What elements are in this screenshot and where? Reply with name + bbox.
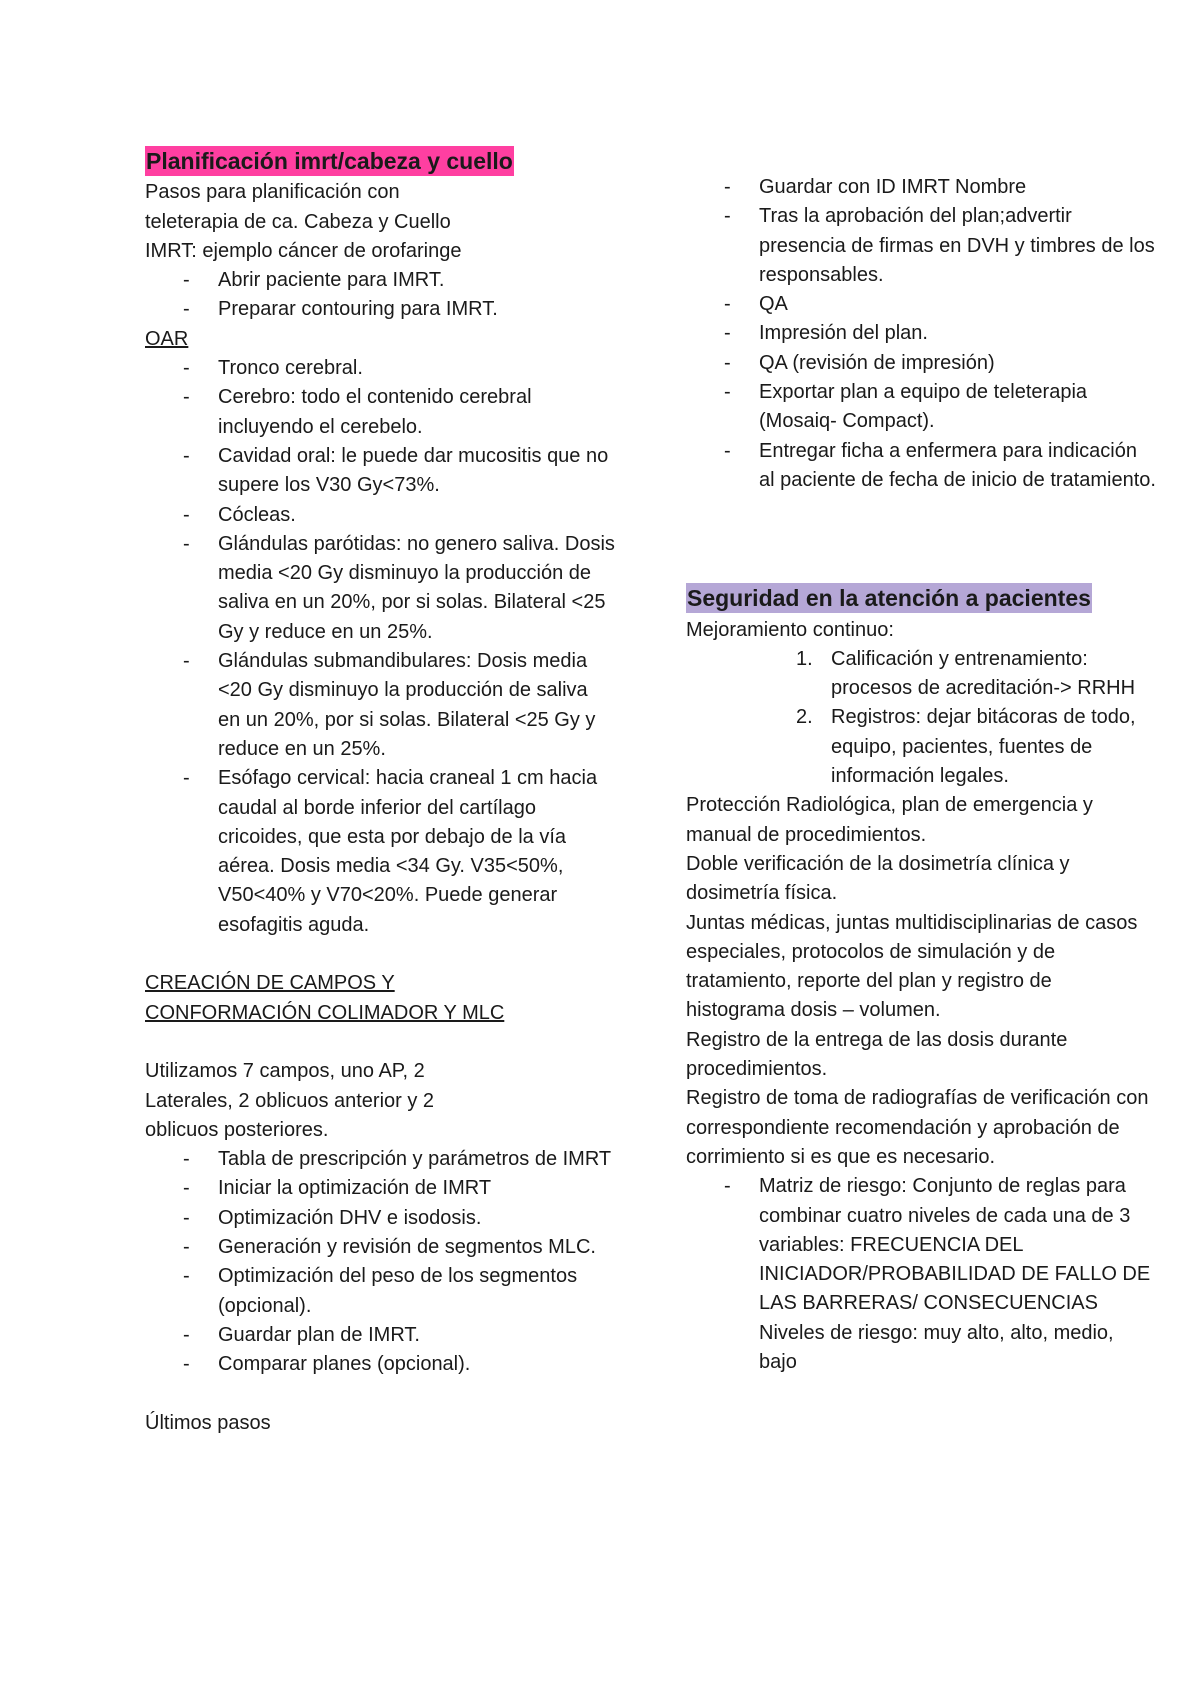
paragraph: Registro de toma de radiografías de verificación con correspondiente recomendación y aprobación de corrimiento si es que es necesario. — [686, 1087, 1149, 1168]
list-item: - Comparar planes (opcional). — [145, 1350, 615, 1379]
mejoramiento-list — [686, 645, 1156, 791]
list-item: - Esófago cervical: hacia craneal 1 cm hacia caudal al borde inferior del cartílago cricoides, que esta por debajo de la vía aérea. Dosis media <34 Gy. V35<50%, V50<40% y V70<20%. Puede generar esofagitis aguda. — [145, 764, 615, 940]
list-item: - Entregar ficha a enfermera para indicación al paciente de fecha de inicio de tratamiento. — [686, 437, 1156, 496]
list-item: - Cerebro: todo el contenido cerebral incluyendo el cerebelo. — [145, 383, 615, 442]
list-item: - Cócleas. — [145, 501, 615, 530]
list-item: - Optimización DHV e isodosis. — [145, 1204, 615, 1233]
intro-line-3: IMRT: ejemplo cáncer de orofaringe — [145, 239, 462, 262]
list-item — [686, 645, 1156, 704]
right-column — [686, 173, 1156, 1377]
campos-intro-3: oblicuos posteriores. — [145, 1118, 329, 1141]
paragraph: Protección Radiológica, plan de emergencia y manual de procedimientos. — [686, 794, 1093, 846]
list-item — [686, 703, 1156, 791]
risk-list — [686, 1172, 1156, 1318]
section-title-campos-2: CONFORMACIÓN COLIMADOR Y MLC — [145, 1001, 505, 1024]
list-item: - Glándulas submandibulares: Dosis media <20 Gy disminuyo la producción de saliva en un 20%, por si solas. Bilateral <25 Gy y reduce en un 25%. — [145, 647, 615, 764]
campos-intro-1: Utilizamos 7 campos, uno AP, 2 — [145, 1060, 425, 1083]
left-column — [145, 146, 615, 1438]
section-title-seguridad: Seguridad en la atención a pacientes — [687, 585, 1091, 612]
list-item: - Tronco cerebral. — [145, 354, 615, 383]
intro-line-2: teleterapia de ca. Cabeza y Cuello — [145, 210, 451, 233]
list-item: - QA — [686, 290, 1156, 319]
intro-list — [145, 266, 615, 325]
list-number: 1. — [796, 647, 813, 670]
list-item: - Optimización del peso de los segmentos (opcional). — [145, 1262, 615, 1321]
list-item: - Tras la aprobación del plan;advertir presencia de firmas en DVH y timbres de los responsables. — [686, 202, 1156, 290]
section-title-campos-1: CREACIÓN DE CAMPOS Y — [145, 972, 395, 995]
oar-label: OAR — [145, 327, 189, 350]
list-item: - Preparar contouring para IMRT. — [145, 295, 615, 324]
paragraph: Doble verificación de la dosimetría clínica y dosimetría física. — [686, 852, 1070, 905]
intro-line-1: Pasos para planificación con — [145, 181, 400, 204]
final-steps-list — [686, 173, 1156, 495]
campos-intro-2: Laterales, 2 oblicuos anterior y 2 — [145, 1089, 435, 1112]
list-item: - Exportar plan a equipo de teleterapia (Mosaiq- Compact). — [686, 378, 1156, 437]
list-item: - Matriz de riesgo: Conjunto de reglas para combinar cuatro niveles de cada una de 3 variables: FRECUENCIA DEL INICIADOR/PROBABILIDAD DE FALLO DE LAS BARRERAS/ CONSECUENCIAS — [686, 1172, 1156, 1318]
campos-list — [145, 1145, 615, 1379]
list-item: - Cavidad oral: le puede dar mucositis que no supere los V30 Gy<73%. — [145, 442, 615, 501]
paragraph: Registro de la entrega de las dosis durante procedimientos. — [686, 1028, 1068, 1081]
section-title-imrt: Planificación imrt/cabeza y cuello — [146, 148, 513, 174]
list-item: - Abrir paciente para IMRT. — [145, 266, 615, 295]
paragraph: Juntas médicas, juntas multidisciplinarias de casos especiales, protocolos de simulación y de tratamiento, reporte del plan y registro de histograma dosis – volumen. — [686, 911, 1138, 1022]
list-item-text: Registros: dejar bitácoras de todo, equipo, pacientes, fuentes de información legales. — [831, 706, 1136, 788]
oar-list — [145, 354, 615, 940]
list-item: - Generación y revisión de segmentos MLC. — [145, 1233, 615, 1262]
list-item: - Iniciar la optimización de IMRT — [145, 1174, 615, 1203]
list-item: - QA (revisión de impresión) — [686, 349, 1156, 378]
list-item: - Glándulas parótidas: no genero saliva. Dosis media <20 Gy disminuyo la producción de saliva en un 20%, por si solas. Bilateral <25 Gy y reduce en un 25%. — [145, 530, 615, 647]
last-steps-label: Últimos pasos — [145, 1411, 271, 1434]
list-item: - Tabla de prescripción y parámetros de IMRT — [145, 1145, 615, 1174]
risk-levels: Niveles de riesgo: muy alto, alto, medio, bajo — [759, 1321, 1114, 1373]
list-number: 2. — [796, 706, 813, 729]
mejoramiento-label: Mejoramiento continuo: — [686, 618, 894, 641]
list-item: - Guardar con ID IMRT Nombre — [686, 173, 1156, 202]
list-item: - Impresión del plan. — [686, 319, 1156, 348]
list-item-text: Calificación y entrenamiento: procesos de acreditación-> RRHH — [831, 647, 1136, 700]
list-item: - Guardar plan de IMRT. — [145, 1321, 615, 1350]
